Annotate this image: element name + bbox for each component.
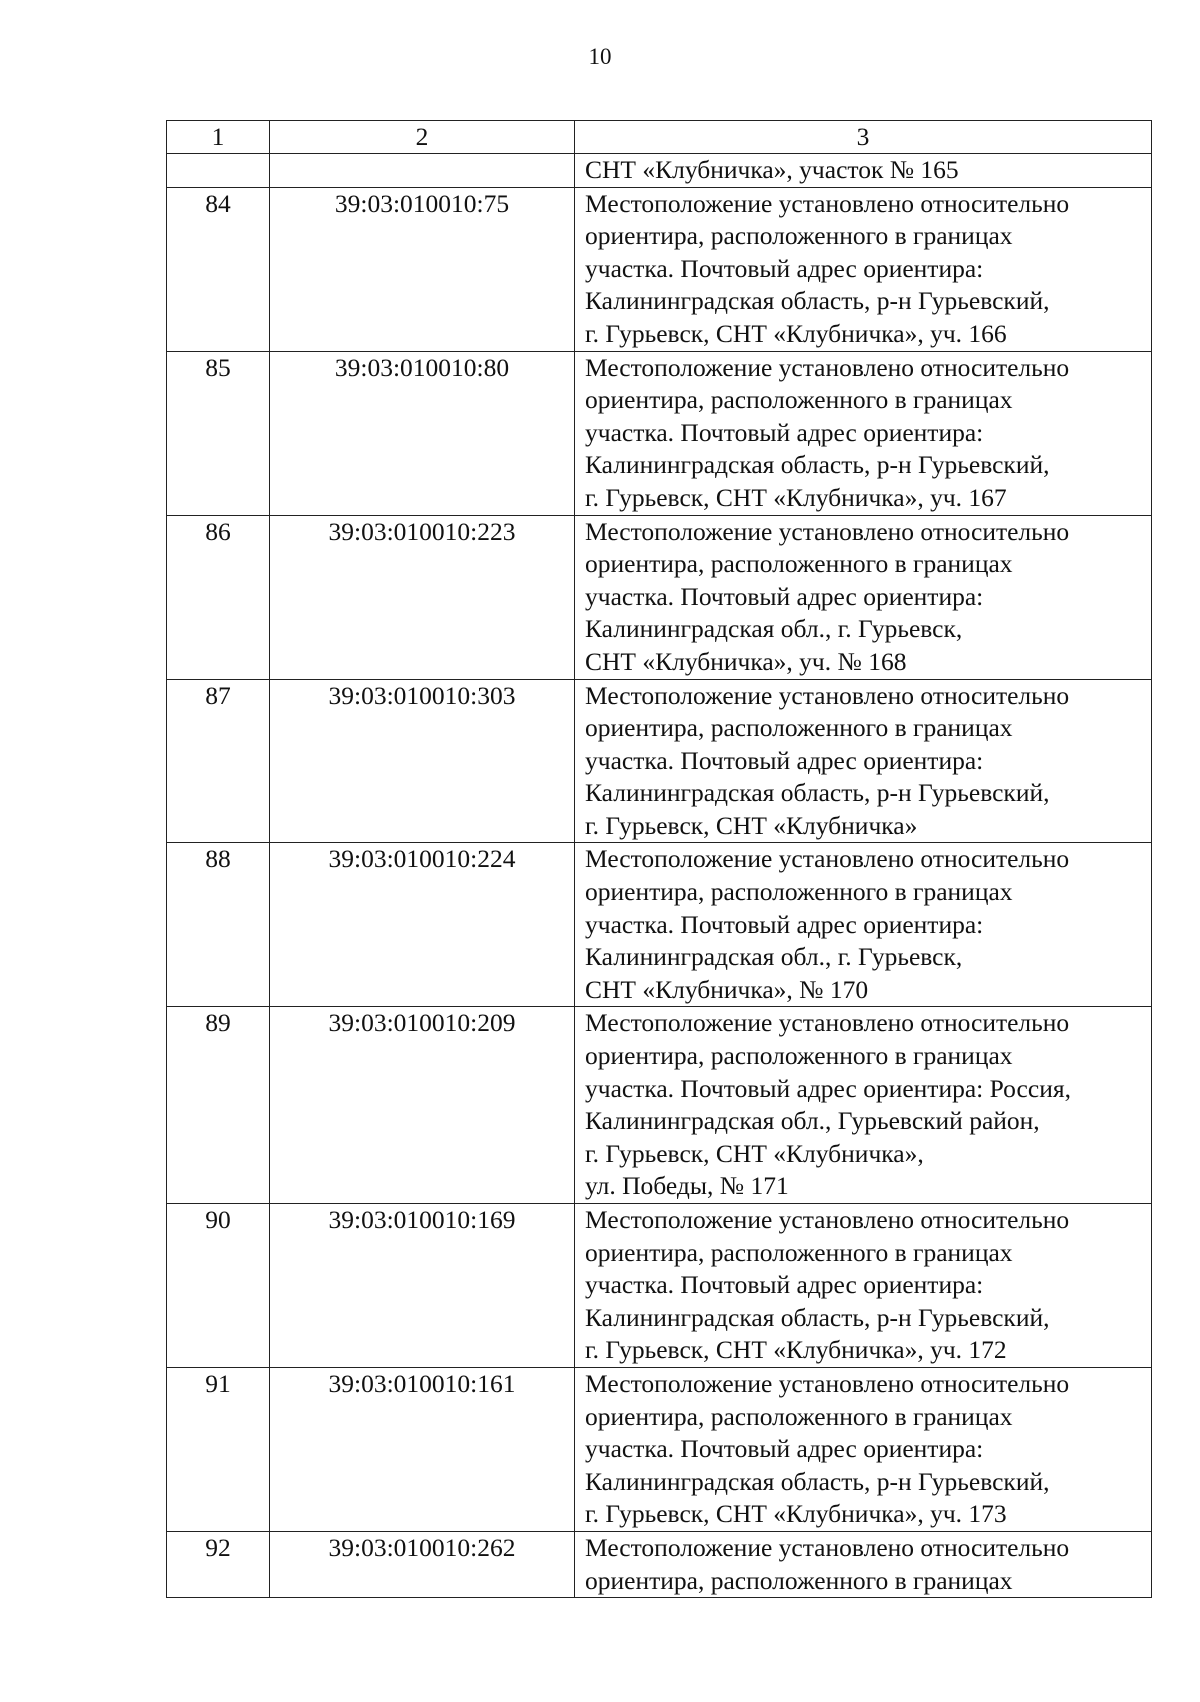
address-cell (575, 679, 1152, 843)
address-line: СНТ «Клубничка», уч. № 168 (585, 646, 907, 676)
address-cell (575, 1007, 1152, 1204)
address-line: участка. Почтовый адрес ориентира: (585, 581, 984, 611)
address-line: Калининградская обл., г. Гурьевск, (585, 614, 963, 644)
row-number: 92 (167, 1531, 270, 1597)
address-line: ориентира, расположенного в границах (585, 1401, 1013, 1431)
cadastral-number: 39:03:010010:223 (270, 515, 575, 679)
table-row (167, 187, 1152, 351)
address-line: Местоположение установлено относительно (585, 188, 1070, 218)
cadastral-number: 39:03:010010:262 (270, 1531, 575, 1597)
row-number: 88 (167, 843, 270, 1007)
row-number: 91 (167, 1367, 270, 1531)
cadastral-number: 39:03:010010:75 (270, 187, 575, 351)
table-body (167, 121, 1152, 1598)
address-line: Местоположение установлено относительно (585, 844, 1070, 874)
address-line: участка. Почтовый адрес ориентира: (585, 1270, 984, 1300)
table-row (167, 1531, 1152, 1597)
row-number: 85 (167, 351, 270, 515)
table-row (167, 1007, 1152, 1204)
address-line: Местоположение установлено относительно (585, 516, 1070, 546)
table-row (167, 515, 1152, 679)
address-cell (575, 1204, 1152, 1368)
address-cell (575, 187, 1152, 351)
address-line: Калининградская область, р-н Гурьевский, (585, 1466, 1050, 1496)
cadastral-number: 39:03:010010:161 (270, 1367, 575, 1531)
page-number: 10 (588, 44, 612, 69)
table-header-row (167, 121, 1152, 154)
address-line: Калининградская обл., г. Гурьевск, (585, 942, 963, 972)
row-number (167, 154, 270, 188)
address-line: участка. Почтовый адрес ориентира: (585, 909, 984, 939)
row-number: 89 (167, 1007, 270, 1204)
address-line: Местоположение установлено относительно (585, 1008, 1070, 1038)
row-number: 84 (167, 187, 270, 351)
address-line: Калининградская область, р-н Гурьевский, (585, 450, 1050, 480)
row-number: 86 (167, 515, 270, 679)
address-line: Калининградская область, р-н Гурьевский, (585, 286, 1050, 316)
cadastral-number (270, 154, 575, 188)
address-line: ориентира, расположенного в границах (585, 1041, 1013, 1071)
column-header-address: 3 (575, 121, 1152, 154)
cadastral-number: 39:03:010010:224 (270, 843, 575, 1007)
address-line: ориентира, расположенного в границах (585, 713, 1013, 743)
address-line: ориентира, расположенного в границах (585, 221, 1013, 251)
table-row (167, 843, 1152, 1007)
address-line: СНТ «Клубничка», участок № 165 (585, 155, 959, 184)
address-line: г. Гурьевск, СНТ «Клубничка», уч. 172 (585, 1335, 1007, 1365)
address-cell (575, 351, 1152, 515)
address-line: участка. Почтовый адрес ориентира: (585, 1434, 984, 1464)
cadastral-number: 39:03:010010:169 (270, 1204, 575, 1368)
address-line: ориентира, расположенного в границах (585, 385, 1013, 415)
table-row (167, 1367, 1152, 1531)
address-cell (575, 1531, 1152, 1597)
address-line: участка. Почтовый адрес ориентира: Россия, (585, 1073, 1071, 1103)
address-line: г. Гурьевск, СНТ «Клубничка», уч. 167 (585, 482, 1007, 512)
address-cell (575, 1367, 1152, 1531)
address-line: Местоположение установлено относительно (585, 1532, 1070, 1562)
table-row (167, 679, 1152, 843)
address-line: участка. Почтовый адрес ориентира: (585, 253, 984, 283)
address-line: Калининградская область, р-н Гурьевский, (585, 1302, 1050, 1332)
address-line: участка. Почтовый адрес ориентира: (585, 417, 984, 447)
table-row-continuation (167, 154, 1152, 188)
address-line: ориентира, расположенного в границах (585, 1565, 1013, 1595)
address-cell (575, 154, 1152, 188)
column-header-number: 1 (167, 121, 270, 154)
address-line: участка. Почтовый адрес ориентира: (585, 745, 984, 775)
table-row (167, 351, 1152, 515)
address-line: Калининградская область, р-н Гурьевский, (585, 778, 1050, 808)
address-line: СНТ «Клубничка», № 170 (585, 974, 869, 1004)
address-line: г. Гурьевск, СНТ «Клубничка», (585, 1138, 924, 1168)
address-line: г. Гурьевск, СНТ «Клубничка», уч. 173 (585, 1499, 1007, 1529)
row-number: 87 (167, 679, 270, 843)
cadastral-number: 39:03:010010:209 (270, 1007, 575, 1204)
cadastral-number: 39:03:010010:303 (270, 679, 575, 843)
row-number: 90 (167, 1204, 270, 1368)
address-line: Местоположение установлено относительно (585, 680, 1070, 710)
address-line: г. Гурьевск, СНТ «Клубничка» (585, 810, 918, 840)
cadastral-number: 39:03:010010:80 (270, 351, 575, 515)
table-row (167, 1204, 1152, 1368)
address-line: Местоположение установлено относительно (585, 1368, 1070, 1398)
address-line: ориентира, расположенного в границах (585, 877, 1013, 907)
address-line: Местоположение установлено относительно (585, 1205, 1070, 1234)
address-line: ориентира, расположенного в границах (585, 1237, 1013, 1267)
address-line: ул. Победы, № 171 (585, 1171, 789, 1201)
address-line: ориентира, расположенного в границах (585, 549, 1013, 579)
address-cell (575, 843, 1152, 1007)
address-cell (575, 515, 1152, 679)
land-plots-table (166, 120, 1152, 1598)
address-line: Калининградская обл., Гурьевский район, (585, 1106, 1040, 1136)
column-header-cadastral: 2 (270, 121, 575, 154)
address-line: г. Гурьевск, СНТ «Клубничка», уч. 166 (585, 318, 1007, 348)
address-line: Местоположение установлено относительно (585, 352, 1070, 382)
